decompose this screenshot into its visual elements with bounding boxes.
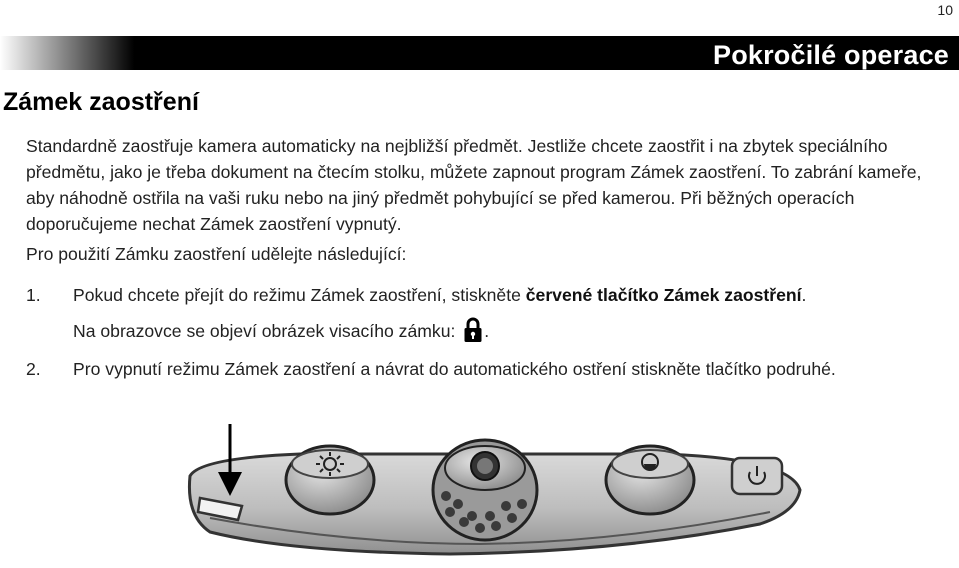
device-illustration xyxy=(150,420,810,568)
step-1-line2-before: Na obrazovce se objeví obrázek visacího zámku: xyxy=(73,321,461,341)
step-1-line2-after: . xyxy=(484,321,490,341)
step-1-line2 xyxy=(73,317,943,350)
step-1-text-before: Pokud chcete přejít do režimu Zámek zaostření, stiskněte xyxy=(73,285,526,305)
step-1-number: 1. xyxy=(26,285,41,305)
brightness-dial-icon xyxy=(286,446,374,514)
padlock-icon xyxy=(463,317,483,350)
intro-paragraph: Standardně zaostřuje kamera automaticky na nejbližší předmět. Jestliže chcete zaostřit i na zbytek speciálního předmětu, jako je třeba dokument na čtecím stolku, můžete zapnout program Zámek zaostření. To zabrání kameře, aby náhodně ostřila na vaši ruku nebo na jiný předmět pohybující se před kamerou. Při běžných operacích doporučujeme nechat Zámek zaostření vypnutý. xyxy=(26,136,922,234)
step-1-text-after: . xyxy=(801,285,807,305)
power-icon xyxy=(732,458,782,494)
step-1-highlight: červené tlačítko Zámek zaostření xyxy=(525,285,802,305)
page-number: 10 xyxy=(937,2,953,18)
zoom-dial-icon xyxy=(433,440,537,540)
mode-dial-icon xyxy=(606,446,694,514)
step-1-text xyxy=(73,282,943,308)
header-title: Pokročilé operace xyxy=(712,40,949,70)
section-title: Zámek zaostření xyxy=(3,88,199,116)
instructions-lead: Pro použití Zámku zaostření udělejte následující: xyxy=(26,244,407,264)
step-2-number: 2. xyxy=(26,359,41,379)
step-2-text: Pro vypnutí režimu Zámek zaostření a návrat do automatického ostření stiskněte tlačítko podruhé. xyxy=(73,359,836,379)
